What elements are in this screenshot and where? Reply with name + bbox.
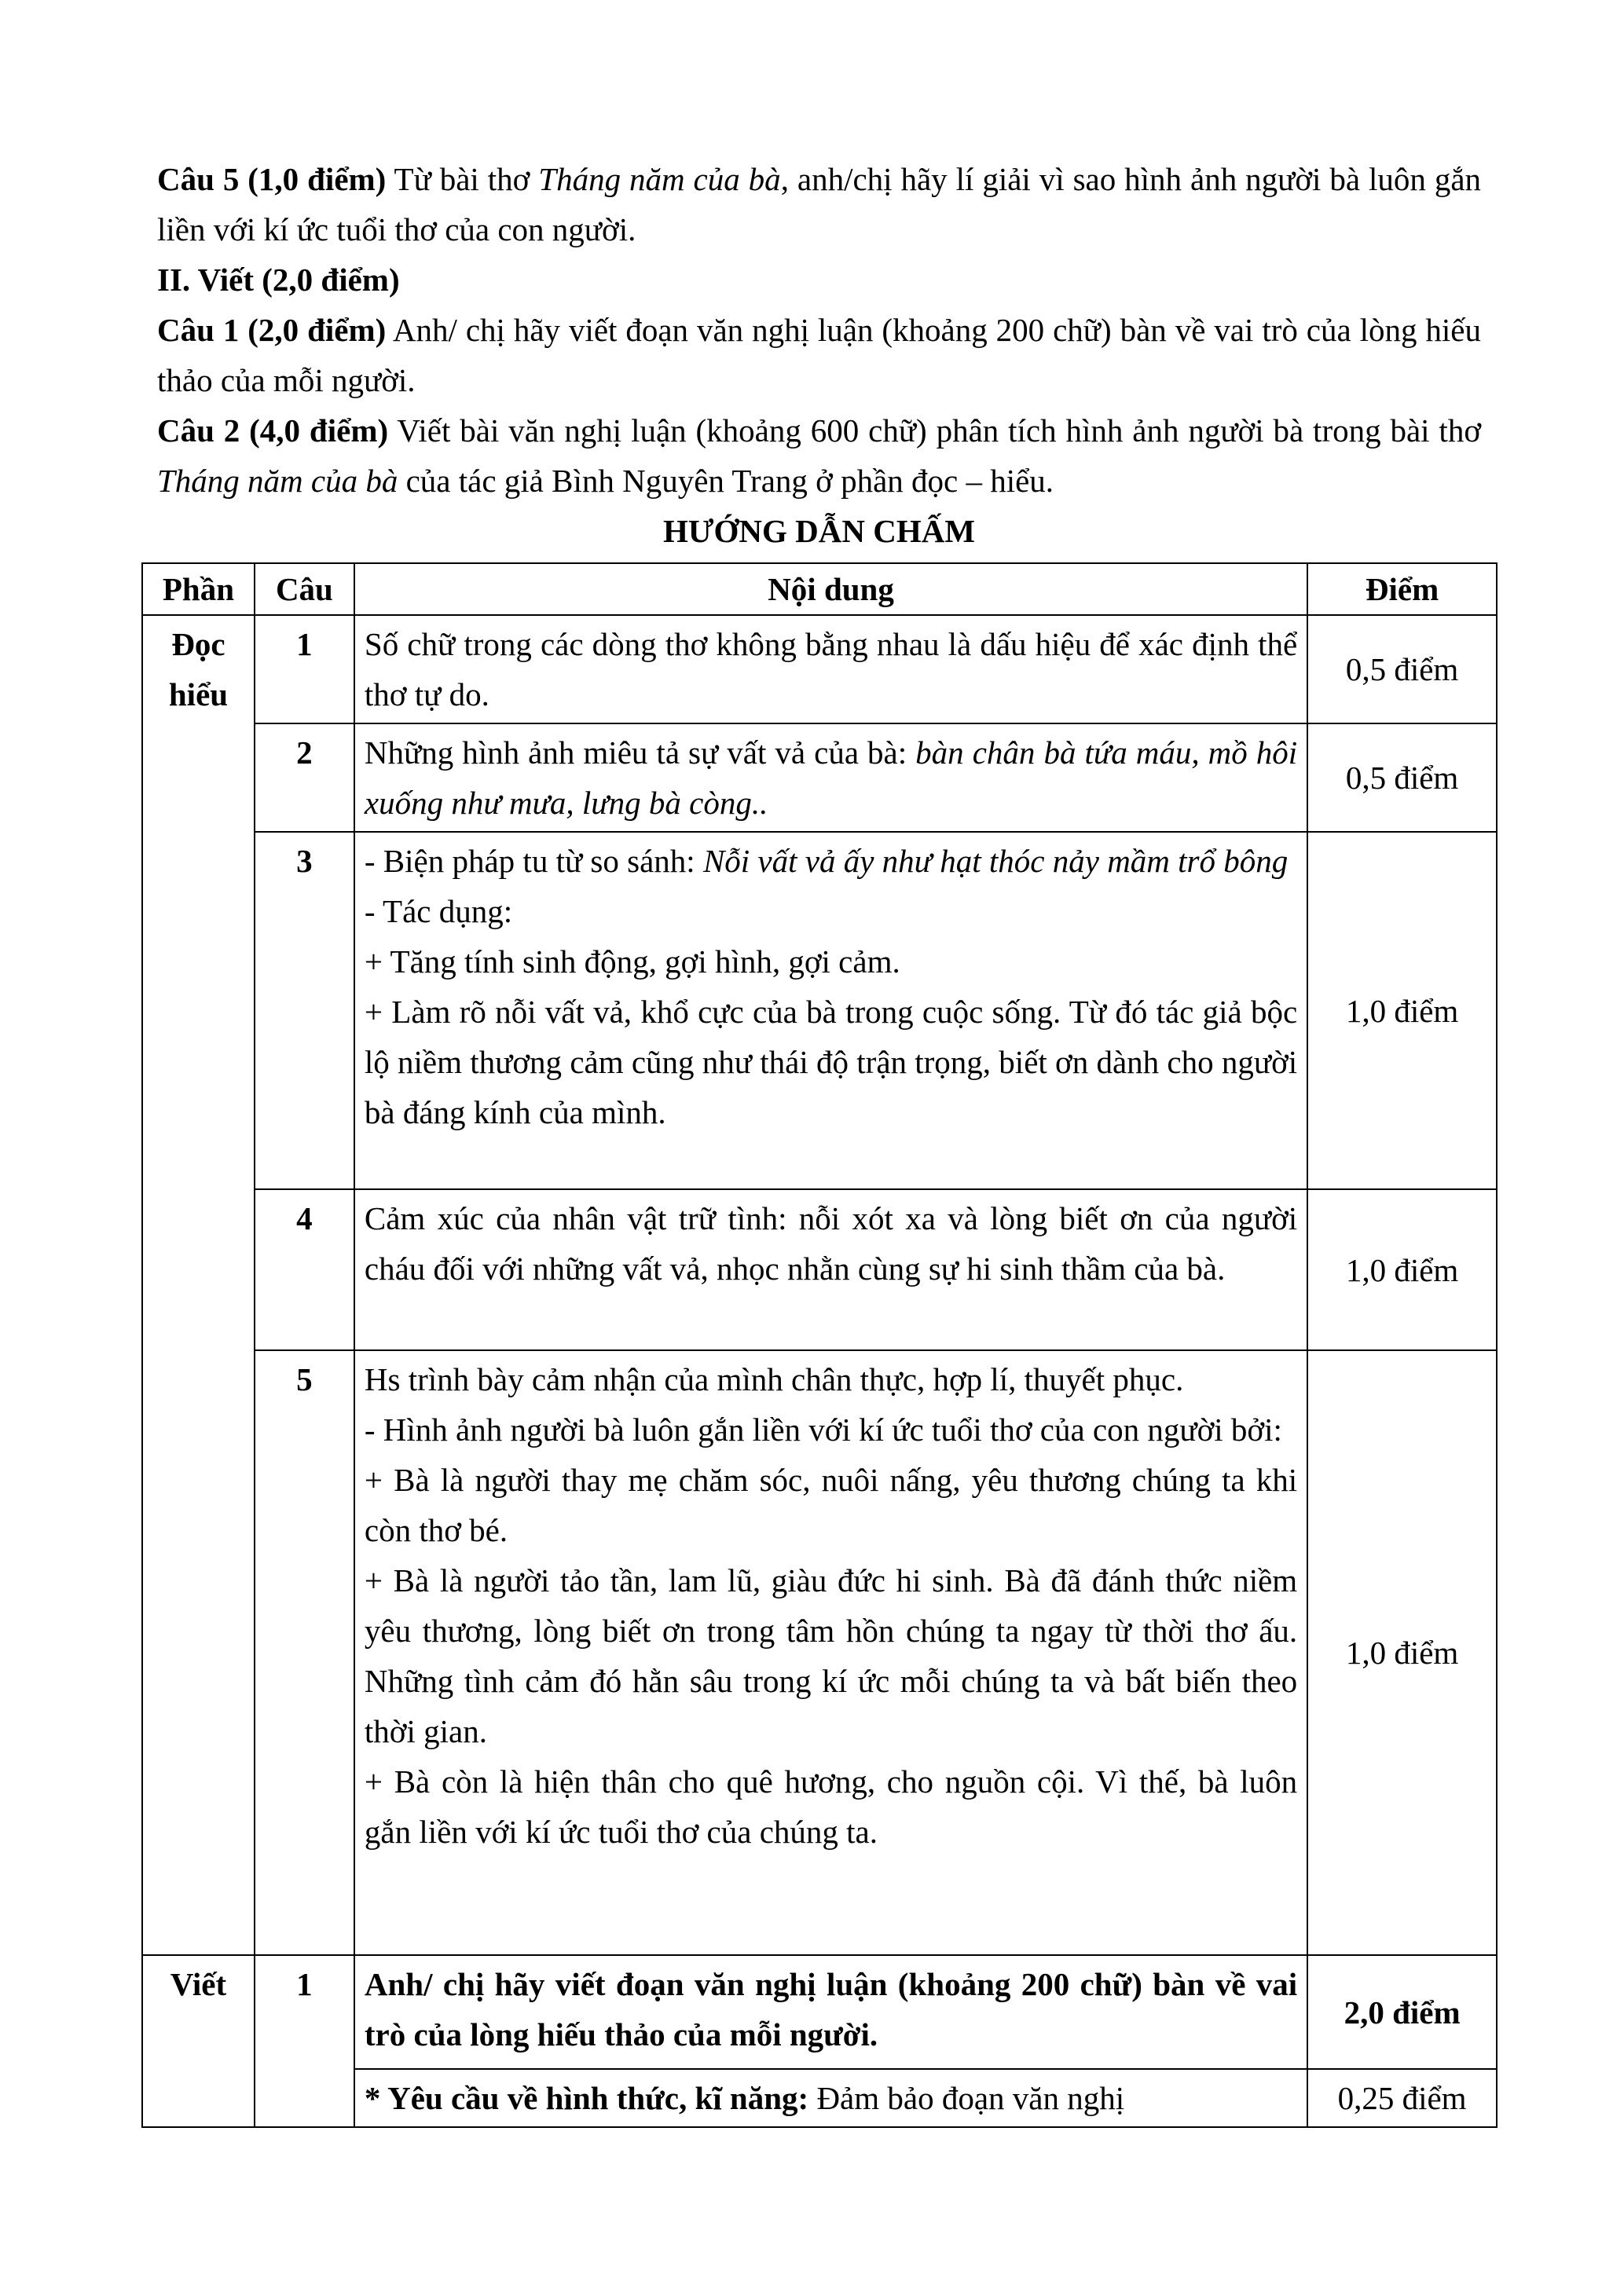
answer-quote: Nỗi vất vả ấy như hạt thóc nảy mầm trổ bông bbox=[702, 843, 1289, 879]
exam-questions bbox=[157, 154, 1481, 556]
answer-content bbox=[354, 1955, 1307, 2069]
table-row bbox=[142, 615, 1497, 723]
answer-text: Những hình ảnh miêu tả sự vất vả của bà: bbox=[364, 734, 916, 771]
score: 1,0 điểm bbox=[1307, 1350, 1497, 1955]
w1-text: Anh/ chị hãy viết đoạn văn nghị luận (khoảng 200 chữ) bàn về vai trò của lòng hiếu thảo của mỗi người. bbox=[157, 312, 1481, 398]
score: 0,25 điểm bbox=[1307, 2069, 1497, 2127]
w2-text: Viết bài văn nghị luận (khoảng 600 chữ) phân tích hình ảnh người bà trong bài thơ bbox=[388, 412, 1482, 449]
question-5 bbox=[157, 154, 1481, 255]
answer-line bbox=[365, 836, 1297, 886]
w1-label: Câu 1 (2,0 điểm) bbox=[157, 312, 387, 348]
score: 0,5 điểm bbox=[1307, 723, 1497, 832]
answer-content bbox=[354, 2069, 1307, 2127]
answer-content: Cảm xúc của nhân vật trữ tình: nỗi xót xa và lòng biết ơn của người cháu đối với những vất vả, nhọc nhằn cùng sự hi sinh thầm của bà. bbox=[354, 1189, 1307, 1350]
grading-guide-title: HƯỚNG DẪN CHẤM bbox=[662, 513, 976, 549]
answer-line: + Bà là người thay mẹ chăm sóc, nuôi nấng, yêu thương chúng ta khi còn thơ bé. bbox=[364, 1462, 1298, 1548]
header-part: Phần bbox=[142, 563, 255, 615]
table-header bbox=[142, 563, 1497, 615]
question-number: 1 bbox=[255, 615, 354, 723]
question-number: 5 bbox=[255, 1350, 354, 1955]
table-row bbox=[142, 1189, 1497, 1350]
header-question: Câu bbox=[255, 563, 354, 615]
answer-line: + Tăng tính sinh động, gợi hình, gợi cảm. bbox=[364, 943, 900, 980]
table-row bbox=[142, 1955, 1497, 2069]
answer-text: Đảm bảo đoạn văn nghị bbox=[808, 2080, 1125, 2116]
header-score: Điểm bbox=[1307, 563, 1497, 615]
answer-content bbox=[354, 1350, 1307, 1955]
section-heading bbox=[157, 255, 1481, 305]
q5-text-end: , anh/chị hãy lí giải vì sao hình ảnh người bà luôn gắn liền với kí ức tuổi thơ của con người. bbox=[157, 161, 1482, 247]
w2-text-end: của tác giả Bình Nguyên Trang ở phần đọc – hiểu. bbox=[398, 463, 1054, 499]
w2-label: Câu 2 (4,0 điểm) bbox=[157, 412, 389, 449]
answer-line: + Làm rõ nỗi vất vả, khổ cực của bà trong cuộc sống. Từ đó tác giả bộc lộ niềm thương cảm cũng như thái độ trận trọng, biết ơn dành cho người bà đáng kính của mình. bbox=[364, 994, 1298, 1130]
score: 1,0 điểm bbox=[1307, 1189, 1497, 1350]
question-number: 2 bbox=[255, 723, 354, 832]
table-row bbox=[142, 1350, 1497, 1955]
q5-label: Câu 5 (1,0 điểm) bbox=[157, 161, 387, 197]
score: 1,0 điểm bbox=[1307, 832, 1497, 1189]
writing-question-2 bbox=[157, 405, 1481, 506]
score: 0,5 điểm bbox=[1307, 615, 1497, 723]
answer-content: Số chữ trong các dòng thơ không bằng nhau là dấu hiệu để xác định thể thơ tự do. bbox=[354, 615, 1307, 723]
section-2-title: II. Viết (2,0 điểm) bbox=[157, 262, 400, 298]
q5-text: Từ bài thơ bbox=[386, 161, 539, 197]
score-value: 2,0 điểm bbox=[1344, 1994, 1461, 2031]
requirement-label: * Yêu cầu về hình thức, kĩ năng: bbox=[364, 2080, 809, 2116]
answer-line: Hs trình bày cảm nhận của mình chân thực, hợp lí, thuyết phục. bbox=[364, 1361, 1184, 1397]
question-number: 3 bbox=[255, 832, 354, 1189]
answer-quote: bàn chân bà tứa máu, mồ hôi xuống như mưa, lưng bà còng.. bbox=[364, 734, 1298, 821]
poem-title: Tháng năm của bà bbox=[157, 463, 398, 499]
answer-line: - Hình ảnh người bà luôn gắn liền với kí ức tuổi thơ của con người bởi: bbox=[364, 1412, 1282, 1448]
answer-line: + Bà còn là hiện thân cho quê hương, cho nguồn cội. Vì thế, bà luôn gắn liền với kí ức tuổi thơ của chúng ta. bbox=[364, 1763, 1298, 1850]
grading-table bbox=[141, 562, 1498, 2128]
part-reading: Đọc hiểu bbox=[142, 615, 255, 1955]
answer-text: - Biện pháp tu từ so sánh: bbox=[364, 843, 703, 879]
answer-content bbox=[354, 723, 1307, 832]
question-number: 4 bbox=[255, 1189, 354, 1350]
table-row bbox=[142, 832, 1497, 1189]
question-prompt: Anh/ chị hãy viết đoạn văn nghị luận (khoảng 200 chữ) bàn về vai trò của lòng hiếu thảo của mỗi người. bbox=[364, 1966, 1298, 2052]
table-row bbox=[142, 723, 1497, 832]
answer-line: - Tác dụng: bbox=[364, 893, 513, 929]
poem-title: Tháng năm của bà bbox=[538, 161, 781, 197]
score bbox=[1307, 1955, 1497, 2069]
header-content: Nội dung bbox=[354, 563, 1307, 615]
part-writing: Viết bbox=[142, 1955, 255, 2127]
answer-content bbox=[354, 832, 1307, 1189]
writing-question-1 bbox=[157, 305, 1481, 405]
question-number: 1 bbox=[255, 1955, 354, 2127]
answer-line: + Bà là người tảo tần, lam lũ, giàu đức hi sinh. Bà đã đánh thức niềm yêu thương, lòng biết ơn trong tâm hồn chúng ta ngay từ thời thơ ấu. Những tình cảm đó hằn sâu trong kí ức mỗi chúng ta và bất biến theo thời gian. bbox=[364, 1562, 1298, 1749]
